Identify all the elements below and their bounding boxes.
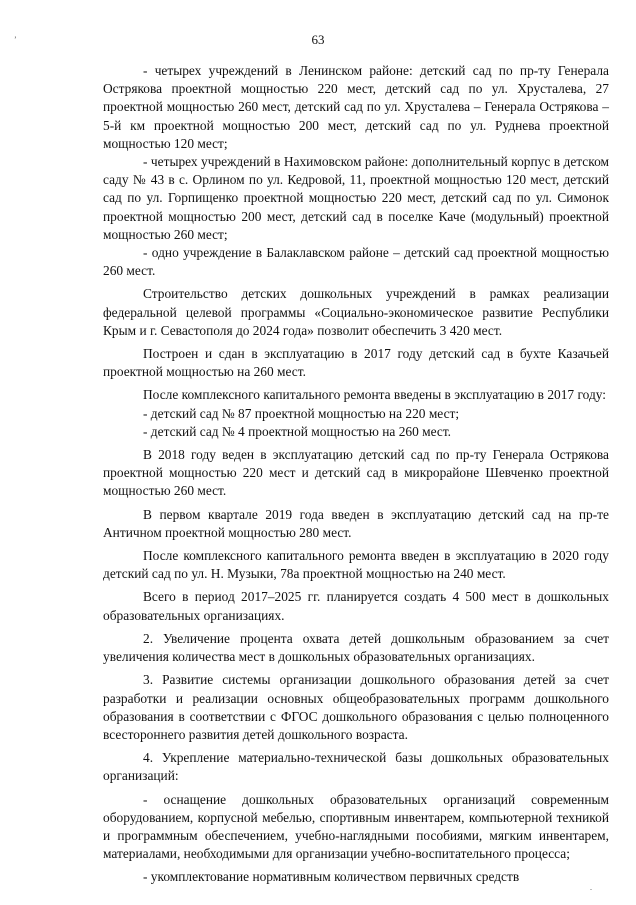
paragraph: Построен и сдан в эксплуатацию в 2017 году детский сад в бухте Казачьей проектной мощностью на 260 мест. bbox=[103, 346, 609, 380]
paragraph: - детский сад № 87 проектной мощностью на 220 мест; bbox=[143, 405, 460, 421]
paragraph: В первом квартале 2019 года введен в эксплуатацию детский сад на пр-те Античном проектной мощностью 280 мест. bbox=[103, 506, 609, 540]
page-number: 63 bbox=[311, 32, 325, 47]
scan-mark: ʼ bbox=[14, 35, 17, 44]
paragraph: После комплексного капитального ремонта введены в эксплуатацию в 2017 году: bbox=[143, 387, 606, 403]
paragraph: - одно учреждение в Балаклавском районе – детский сад проектной мощностью 260 мест. bbox=[103, 245, 609, 279]
paragraph: - детский сад № 4 проектной мощностью на 260 мест. bbox=[143, 423, 452, 439]
paragraph: Строительство детских дошкольных учреждений в рамках реализации федеральной целевой программы «Социально-экономическое развитие Республики Крым и г. Севастополя до 2024 года» позволит обеспечить 3 420 мест. bbox=[103, 286, 609, 338]
paragraph: Всего в период 2017–2025 гг. планируется создать 4 500 мест в дошкольных образовательных организациях. bbox=[103, 589, 609, 623]
paragraph: 2. Увеличение процента охвата детей дошкольным образованием за счет увеличения количества мест в дошкольных образовательных организациях. bbox=[103, 630, 609, 665]
body-text bbox=[103, 62, 609, 887]
paragraph: В 2018 году веден в эксплуатацию детский сад по пр-ту Генерала Острякова проектной мощностью 220 мест и детский сад в микрорайоне Шевченко проектной мощностью 260 мест. bbox=[103, 447, 609, 499]
paragraph: - оснащение дошкольных образовательных организаций современным оборудованием, корпусной мебелью, спортивным инвентарем, компьютерной техникой и программным обеспечением, учебно-наглядными пособиями, мягким инвентарем, материалами, необходимыми для организации учебно-воспитательного процесса; bbox=[103, 791, 609, 862]
paragraph: 4. Укрепление материально-технической базы дошкольных образовательных организаций: bbox=[103, 750, 609, 784]
scan-mark: . bbox=[590, 883, 592, 892]
paragraph: - укомплектование нормативным количеством первичных средств bbox=[143, 869, 520, 885]
paragraph: - четырех учреждений в Ленинском районе: детский сад по пр-ту Генерала Острякова проектной мощностью 220 мест, детский сад по ул. Хрусталева, 27 проектной мощностью 260 мест, детский сад по ул. Хрусталева – Генерала Острякова – 5-й км проектной мощностью 200 мест, детский сад по ул. Руднева проектной мощностью 120 мест; bbox=[103, 63, 609, 151]
paragraph: После комплексного капитального ремонта введен в эксплуатацию в 2020 году детский сад по ул. Н. Музыки, 78а проектной мощностью на 240 мест. bbox=[103, 548, 609, 582]
paragraph: 3. Развитие системы организации дошкольного образования детей за счет разработки и реализации основных общеобразовательных программ дошкольного образования в соответствии с ФГОС дошкольного образования с целью полноценного всестороннего развития детей дошкольного возраста. bbox=[103, 672, 609, 742]
paragraph: - четырех учреждений в Нахимовском районе: дополнительный корпус в детском саду № 43 в с. Орлином по ул. Кедровой, 11, проектной мощностью 120 мест, детский сад по ул. Горпищенко проектной мощностью 220 мест, детский сад по ул. Симонок проектной мощностью 200 мест, детский сад в поселке Каче (модульный) проектной мощностью 260 мест; bbox=[103, 154, 609, 242]
